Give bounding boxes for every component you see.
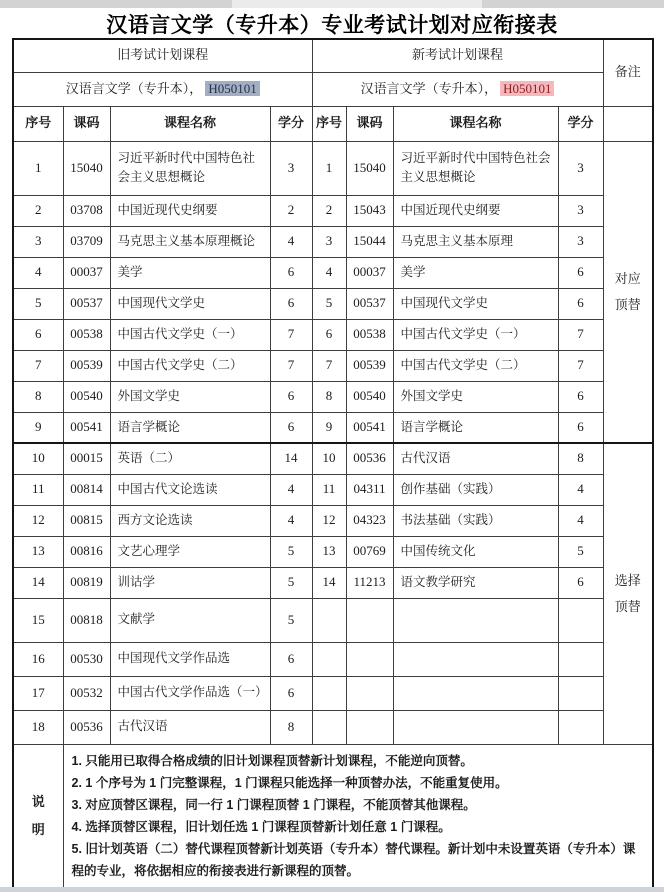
old-code-cell: 00015	[63, 443, 110, 474]
course-row-18	[13, 710, 653, 744]
window-top-edge-highlight	[232, 0, 482, 8]
course-row-16	[13, 642, 653, 676]
new-name-cell	[393, 710, 558, 744]
old-credit-cell: 2	[270, 195, 312, 226]
new-major-code: H050101	[500, 81, 554, 96]
remark-group-1	[603, 141, 653, 443]
new-credit-cell: 5	[558, 536, 603, 567]
major-row	[13, 72, 653, 106]
course-row-8	[13, 381, 653, 412]
window-top-edge	[0, 0, 664, 8]
old-name-cell: 中国古代文学史（二）	[110, 350, 270, 381]
old-credit-cell: 7	[270, 319, 312, 350]
note-item: 1. 只能用已取得合格成绩的旧计划课程顶替新计划课程，不能逆向顶替。	[71, 753, 473, 768]
new-major-name: 汉语言文学（专升本），	[360, 80, 498, 96]
new-no-cell: 4	[312, 257, 346, 288]
new-credit-cell	[558, 642, 603, 676]
old-col-name: 课程名称	[110, 106, 270, 141]
new-code-cell: 00037	[346, 257, 393, 288]
old-no-cell: 5	[13, 288, 63, 319]
remark-group-2	[603, 443, 653, 744]
new-name-cell: 中国现代文学史	[393, 288, 558, 319]
new-name-cell: 外国文学史	[393, 381, 558, 412]
remark-group-label: 对应顶替	[614, 271, 641, 312]
new-no-cell: 8	[312, 381, 346, 412]
new-no-cell	[312, 676, 346, 710]
new-credit-cell: 4	[558, 505, 603, 536]
remark-header: 备注	[603, 39, 653, 106]
course-row-4	[13, 257, 653, 288]
new-no-cell: 10	[312, 443, 346, 474]
old-code-cell: 00815	[63, 505, 110, 536]
old-no-cell: 16	[13, 642, 63, 676]
window-bottom-edge	[0, 887, 664, 892]
new-code-cell: 00537	[346, 288, 393, 319]
note-item: 3. 对应顶替区课程，同一行 1 门课程顶替 1 门课程，不能顶替其他课程。	[71, 797, 476, 812]
new-credit-cell	[558, 676, 603, 710]
course-row-15	[13, 598, 653, 642]
old-credit-cell: 3	[270, 141, 312, 195]
new-code-cell: 00539	[346, 350, 393, 381]
course-row-17	[13, 676, 653, 710]
notes-label: 说明	[31, 794, 45, 837]
new-no-cell: 14	[312, 567, 346, 598]
course-row-6	[13, 319, 653, 350]
old-name-cell: 中国近现代史纲要	[110, 195, 270, 226]
new-code-cell: 04311	[346, 474, 393, 505]
old-name-cell: 英语（二）	[110, 443, 270, 474]
new-credit-cell: 7	[558, 350, 603, 381]
new-no-cell: 9	[312, 412, 346, 443]
old-credit-cell: 5	[270, 567, 312, 598]
old-credit-cell: 6	[270, 257, 312, 288]
course-row-9	[13, 412, 653, 443]
old-col-code: 课码	[63, 106, 110, 141]
new-credit-cell: 6	[558, 381, 603, 412]
old-code-cell: 00814	[63, 474, 110, 505]
new-plan-section-header: 新考试计划课程	[312, 39, 603, 72]
old-credit-cell: 4	[270, 226, 312, 257]
new-code-cell	[346, 710, 393, 744]
new-code-cell	[346, 598, 393, 642]
new-credit-cell: 7	[558, 319, 603, 350]
new-code-cell: 00769	[346, 536, 393, 567]
new-no-cell	[312, 710, 346, 744]
course-row-7	[13, 350, 653, 381]
old-name-cell: 中国古代文学史（一）	[110, 319, 270, 350]
old-major-code: H050101	[205, 81, 259, 96]
old-col-no: 序号	[13, 106, 63, 141]
old-code-cell: 15040	[63, 141, 110, 195]
old-code-cell: 00819	[63, 567, 110, 598]
old-no-cell: 6	[13, 319, 63, 350]
old-name-cell: 习近平新时代中国特色社会主义思想概论	[110, 141, 270, 195]
old-code-cell: 00816	[63, 536, 110, 567]
new-col-no: 序号	[312, 106, 346, 141]
remark-spacer-cell	[603, 106, 653, 141]
old-code-cell: 00818	[63, 598, 110, 642]
new-credit-cell: 6	[558, 567, 603, 598]
new-code-cell	[346, 642, 393, 676]
old-no-cell: 10	[13, 443, 63, 474]
new-name-cell: 中国古代文学史（一）	[393, 319, 558, 350]
new-no-cell: 1	[312, 141, 346, 195]
old-code-cell: 00539	[63, 350, 110, 381]
old-major-cell	[13, 72, 312, 106]
new-name-cell	[393, 598, 558, 642]
new-no-cell: 12	[312, 505, 346, 536]
new-code-cell: 15043	[346, 195, 393, 226]
new-name-cell: 中国近现代史纲要	[393, 195, 558, 226]
new-credit-cell: 6	[558, 412, 603, 443]
old-credit-cell: 8	[270, 710, 312, 744]
old-no-cell: 3	[13, 226, 63, 257]
old-name-cell: 语言学概论	[110, 412, 270, 443]
notes-body-cell	[63, 744, 653, 888]
new-name-cell: 语文教学研究	[393, 567, 558, 598]
old-name-cell: 中国现代文学作品选	[110, 642, 270, 676]
new-code-cell: 11213	[346, 567, 393, 598]
old-no-cell: 1	[13, 141, 63, 195]
new-major-cell	[312, 72, 603, 106]
new-no-cell	[312, 642, 346, 676]
new-code-cell	[346, 676, 393, 710]
old-no-cell: 17	[13, 676, 63, 710]
new-no-cell: 3	[312, 226, 346, 257]
old-code-cell: 00540	[63, 381, 110, 412]
remark-group-label: 选择顶替	[614, 573, 641, 614]
new-name-cell: 书法基础（实践）	[393, 505, 558, 536]
new-no-cell: 13	[312, 536, 346, 567]
note-item: 2. 1 个序号为 1 门完整课程，1 门课程只能选择一种顶替办法，不能重复使用。	[71, 775, 508, 790]
course-row-1	[13, 141, 653, 195]
new-col-code: 课码	[346, 106, 393, 141]
old-name-cell: 古代汉语	[110, 710, 270, 744]
old-credit-cell: 7	[270, 350, 312, 381]
old-credit-cell: 6	[270, 676, 312, 710]
old-no-cell: 14	[13, 567, 63, 598]
new-credit-cell	[558, 710, 603, 744]
new-credit-cell: 6	[558, 257, 603, 288]
old-no-cell: 18	[13, 710, 63, 744]
old-no-cell: 13	[13, 536, 63, 567]
old-credit-cell: 4	[270, 474, 312, 505]
course-row-10	[13, 443, 653, 474]
new-credit-cell: 4	[558, 474, 603, 505]
notes-list	[72, 750, 647, 882]
new-credit-cell: 3	[558, 141, 603, 195]
old-credit-cell: 6	[270, 642, 312, 676]
new-credit-cell: 3	[558, 226, 603, 257]
new-credit-cell	[558, 598, 603, 642]
course-row-12	[13, 505, 653, 536]
old-code-cell: 00530	[63, 642, 110, 676]
old-name-cell: 马克思主义基本原理概论	[110, 226, 270, 257]
old-code-cell: 03708	[63, 195, 110, 226]
new-code-cell: 15044	[346, 226, 393, 257]
old-name-cell: 训诂学	[110, 567, 270, 598]
notes-label-cell	[13, 744, 63, 888]
new-name-cell: 美学	[393, 257, 558, 288]
new-code-cell: 00540	[346, 381, 393, 412]
new-name-cell	[393, 642, 558, 676]
old-plan-section-header: 旧考试计划课程	[13, 39, 312, 72]
old-code-cell: 00537	[63, 288, 110, 319]
new-name-cell: 习近平新时代中国特色社会主义思想概论	[393, 141, 558, 195]
old-code-cell: 00532	[63, 676, 110, 710]
new-name-cell: 中国传统文化	[393, 536, 558, 567]
old-no-cell: 11	[13, 474, 63, 505]
new-col-name: 课程名称	[393, 106, 558, 141]
new-code-cell: 00541	[346, 412, 393, 443]
note-item: 4. 选择顶替区课程，旧计划任选 1 门课程顶替新计划任意 1 门课程。	[71, 819, 451, 834]
new-no-cell: 2	[312, 195, 346, 226]
course-row-11	[13, 474, 653, 505]
old-name-cell: 外国文学史	[110, 381, 270, 412]
old-no-cell: 2	[13, 195, 63, 226]
old-name-cell: 文艺心理学	[110, 536, 270, 567]
old-no-cell: 12	[13, 505, 63, 536]
new-no-cell	[312, 598, 346, 642]
new-code-cell: 04323	[346, 505, 393, 536]
notes-row	[13, 744, 653, 888]
new-name-cell: 马克思主义基本原理	[393, 226, 558, 257]
course-row-14	[13, 567, 653, 598]
old-major-name: 汉语言文学（专升本），	[65, 80, 203, 96]
old-name-cell: 中国古代文学作品选（一）	[110, 676, 270, 710]
new-credit-cell: 3	[558, 195, 603, 226]
new-code-cell: 00536	[346, 443, 393, 474]
old-name-cell: 美学	[110, 257, 270, 288]
new-name-cell: 创作基础（实践）	[393, 474, 558, 505]
new-credit-cell: 6	[558, 288, 603, 319]
old-name-cell: 西方文论选读	[110, 505, 270, 536]
old-code-cell: 00541	[63, 412, 110, 443]
new-credit-cell: 8	[558, 443, 603, 474]
note-item: 5. 旧计划英语（二）替代课程顶替新计划英语（专升本）替代课程。新计划中未设置英语（专升本）课程的专业，将依据相应的衔接表进行新课程的顶替。	[71, 841, 636, 878]
old-credit-cell: 6	[270, 381, 312, 412]
old-credit-cell: 6	[270, 288, 312, 319]
old-name-cell: 中国现代文学史	[110, 288, 270, 319]
new-code-cell: 00538	[346, 319, 393, 350]
correspondence-table	[12, 38, 654, 889]
document-title: 汉语言文学（专升本）专业考试计划对应衔接表	[106, 13, 558, 37]
old-credit-cell: 4	[270, 505, 312, 536]
new-no-cell: 5	[312, 288, 346, 319]
old-no-cell: 15	[13, 598, 63, 642]
old-credit-cell: 5	[270, 536, 312, 567]
new-col-credit: 学分	[558, 106, 603, 141]
course-row-2	[13, 195, 653, 226]
old-no-cell: 7	[13, 350, 63, 381]
column-header-row	[13, 106, 653, 141]
new-no-cell: 6	[312, 319, 346, 350]
new-name-cell	[393, 676, 558, 710]
new-name-cell: 语言学概论	[393, 412, 558, 443]
new-name-cell: 古代汉语	[393, 443, 558, 474]
old-name-cell: 文献学	[110, 598, 270, 642]
old-credit-cell: 6	[270, 412, 312, 443]
new-code-cell: 15040	[346, 141, 393, 195]
old-code-cell: 00037	[63, 257, 110, 288]
old-code-cell: 00536	[63, 710, 110, 744]
old-col-credit: 学分	[270, 106, 312, 141]
course-row-13	[13, 536, 653, 567]
new-no-cell: 7	[312, 350, 346, 381]
old-code-cell: 00538	[63, 319, 110, 350]
new-name-cell: 中国古代文学史（二）	[393, 350, 558, 381]
old-name-cell: 中国古代文论选读	[110, 474, 270, 505]
old-credit-cell: 5	[270, 598, 312, 642]
old-credit-cell: 14	[270, 443, 312, 474]
course-row-3	[13, 226, 653, 257]
old-no-cell: 8	[13, 381, 63, 412]
section-header-row	[13, 39, 653, 72]
new-no-cell: 11	[312, 474, 346, 505]
course-row-5	[13, 288, 653, 319]
old-no-cell: 4	[13, 257, 63, 288]
old-no-cell: 9	[13, 412, 63, 443]
old-code-cell: 03709	[63, 226, 110, 257]
